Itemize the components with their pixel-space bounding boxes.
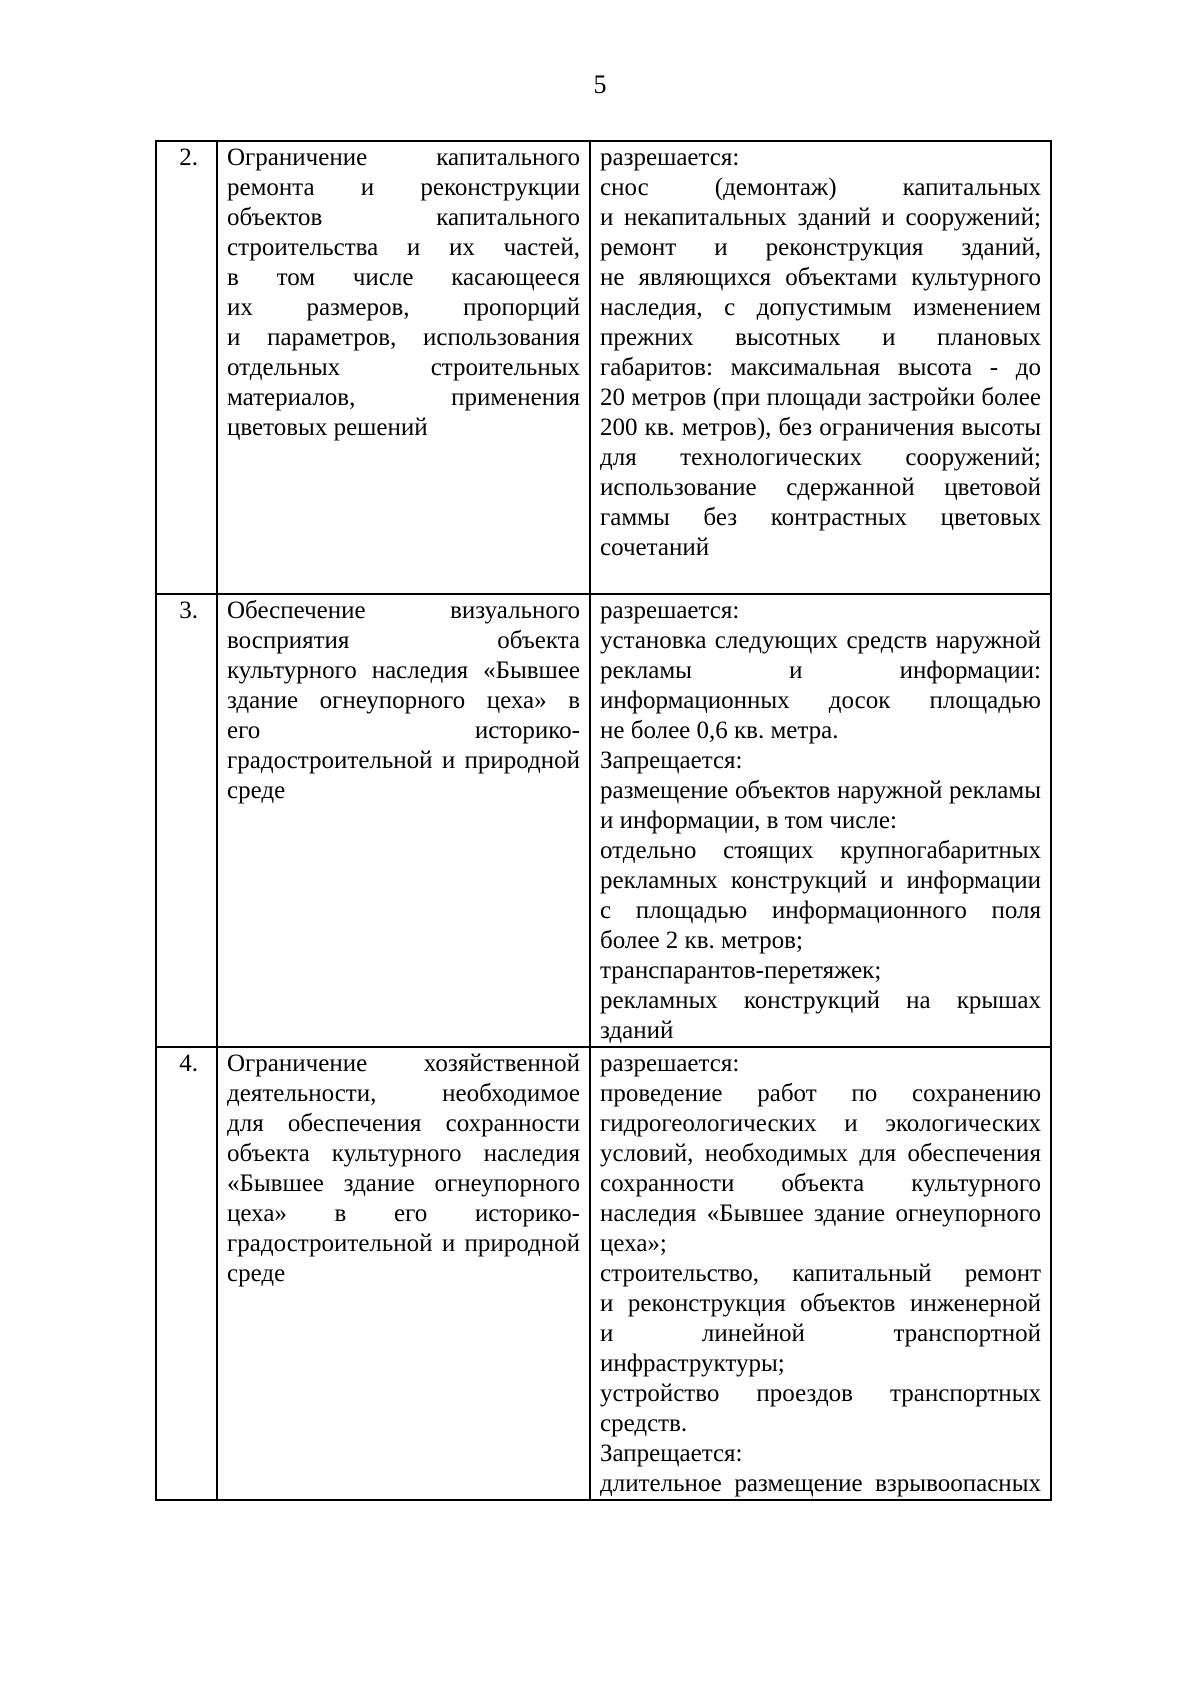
text-line: его историко-: [227, 717, 580, 744]
text-line: градостроительной и природной: [227, 747, 580, 774]
text-line: и информации, в том числе:: [600, 807, 897, 834]
text-line: в том числе касающееся: [227, 264, 580, 291]
text-line: и параметров, использования: [227, 324, 580, 351]
row-number-cell: 4.: [156, 1047, 217, 1500]
text-line: и линейной транспортной: [600, 1320, 1041, 1347]
text-line: инфраструктуры;: [600, 1350, 785, 1377]
text-line: ремонта и реконструкции: [227, 174, 580, 201]
text-line: для обеспечения сохранности: [227, 1110, 580, 1137]
text-line: материалов, применения: [227, 384, 580, 411]
text-line: проведение работ по сохранению: [600, 1080, 1041, 1107]
text-line: Запрещается:: [600, 747, 743, 774]
text-line: Запрещается:: [600, 1440, 743, 1467]
text-line: условий, необходимых для обеспечения: [600, 1140, 1041, 1167]
text-line: разрешается:: [600, 597, 740, 624]
text-line: рекламных конструкций на крышах: [600, 987, 1041, 1014]
text-line: зданий: [600, 1017, 674, 1044]
text-line: с площадью информационного поля: [600, 897, 1041, 924]
text-line: гаммы без контрастных цветовых: [600, 504, 1041, 531]
text-line: средств.: [600, 1410, 688, 1437]
text-line: Ограничение хозяйственной: [227, 1050, 580, 1077]
text-line: цеха» в его историко-: [227, 1200, 580, 1227]
restriction-content-cell: [590, 594, 1051, 1047]
text-line: разрешается:: [600, 144, 740, 171]
text-line: здание огнеупорного цеха» в: [227, 687, 580, 714]
text-line: 200 кв. метров), без ограничения высоты: [600, 414, 1041, 441]
table-row: [156, 1047, 1051, 1500]
text-line: восприятия объекта: [227, 627, 580, 654]
text-line: цеха»;: [600, 1230, 667, 1257]
text-line: отдельно стоящих крупногабаритных: [600, 837, 1041, 864]
text-line: габаритов: максимальная высота - до: [600, 354, 1041, 381]
text-line: сохранности объекта культурного: [600, 1170, 1041, 1197]
text-line: разрешается:: [600, 1050, 740, 1077]
text-line: их размеров, пропорций: [227, 294, 580, 321]
text-line: установка следующих средств наружной: [600, 627, 1041, 654]
text-line: более 2 кв. метров;: [600, 927, 803, 954]
text-line: и некапитальных зданий и сооружений;: [600, 204, 1041, 231]
restrictions-table: [155, 140, 1052, 1501]
text-line: рекламных конструкций и информации: [600, 867, 1041, 894]
text-line: наследия «Бывшее здание огнеупорного: [600, 1200, 1041, 1227]
table-row: [156, 594, 1051, 1047]
text-line: рекламы и информации:: [600, 657, 1041, 684]
text-line: 20 метров (при площади застройки более: [600, 384, 1041, 411]
text-line: деятельности, необходимое: [227, 1080, 580, 1107]
text-line: не являющихся объектами культурного: [600, 264, 1041, 291]
row-number-cell: 3.: [156, 594, 217, 1047]
text-line: не более 0,6 кв. метра.: [600, 717, 839, 744]
text-line: информационных досок площадью: [600, 687, 1041, 714]
text-line: длительное размещение взрывоопасных: [600, 1470, 1041, 1497]
text-line: «Бывшее здание огнеупорного: [227, 1170, 580, 1197]
text-line: объекта культурного наследия: [227, 1140, 580, 1167]
text-line: строительство, капитальный ремонт: [600, 1260, 1041, 1287]
row-number-cell: 2.: [156, 141, 217, 594]
text-line: строительства и их частей,: [227, 234, 580, 261]
text-line: отдельных строительных: [227, 354, 580, 381]
text-line: среде: [227, 777, 286, 804]
text-line: снос (демонтаж) капитальных: [600, 174, 1041, 201]
text-line: градостроительной и природной: [227, 1230, 580, 1257]
restriction-title-cell: [217, 594, 590, 1047]
text-line: Ограничение капитального: [227, 144, 580, 171]
text-line: для технологических сооружений;: [600, 444, 1041, 471]
text-line: культурного наследия «Бывшее: [227, 657, 580, 684]
text-line: транспарантов-перетяжек;: [600, 957, 882, 984]
text-line: ремонт и реконструкция зданий,: [600, 234, 1041, 261]
table-row: [156, 141, 1051, 594]
text-line: среде: [227, 1260, 286, 1287]
restriction-content-cell: [590, 141, 1051, 594]
text-line: объектов капитального: [227, 204, 580, 231]
restriction-content-cell: [590, 1047, 1051, 1500]
restriction-title-cell: [217, 141, 590, 594]
text-line: устройство проездов транспортных: [600, 1380, 1041, 1407]
text-line: и реконструкция объектов инженерной: [600, 1290, 1041, 1317]
text-line: цветовых решений: [227, 414, 428, 441]
text-line: сочетаний: [600, 534, 710, 561]
text-line: прежних высотных и плановых: [600, 324, 1041, 351]
text-line: гидрогеологических и экологических: [600, 1110, 1041, 1137]
page-number: 5: [593, 70, 607, 99]
text-line: размещение объектов наружной рекламы: [600, 777, 1041, 804]
text-line: Обеспечение визуального: [227, 597, 580, 624]
text-line: использование сдержанной цветовой: [600, 474, 1041, 501]
restriction-title-cell: [217, 1047, 590, 1500]
text-line: наследия, с допустимым изменением: [600, 294, 1041, 321]
